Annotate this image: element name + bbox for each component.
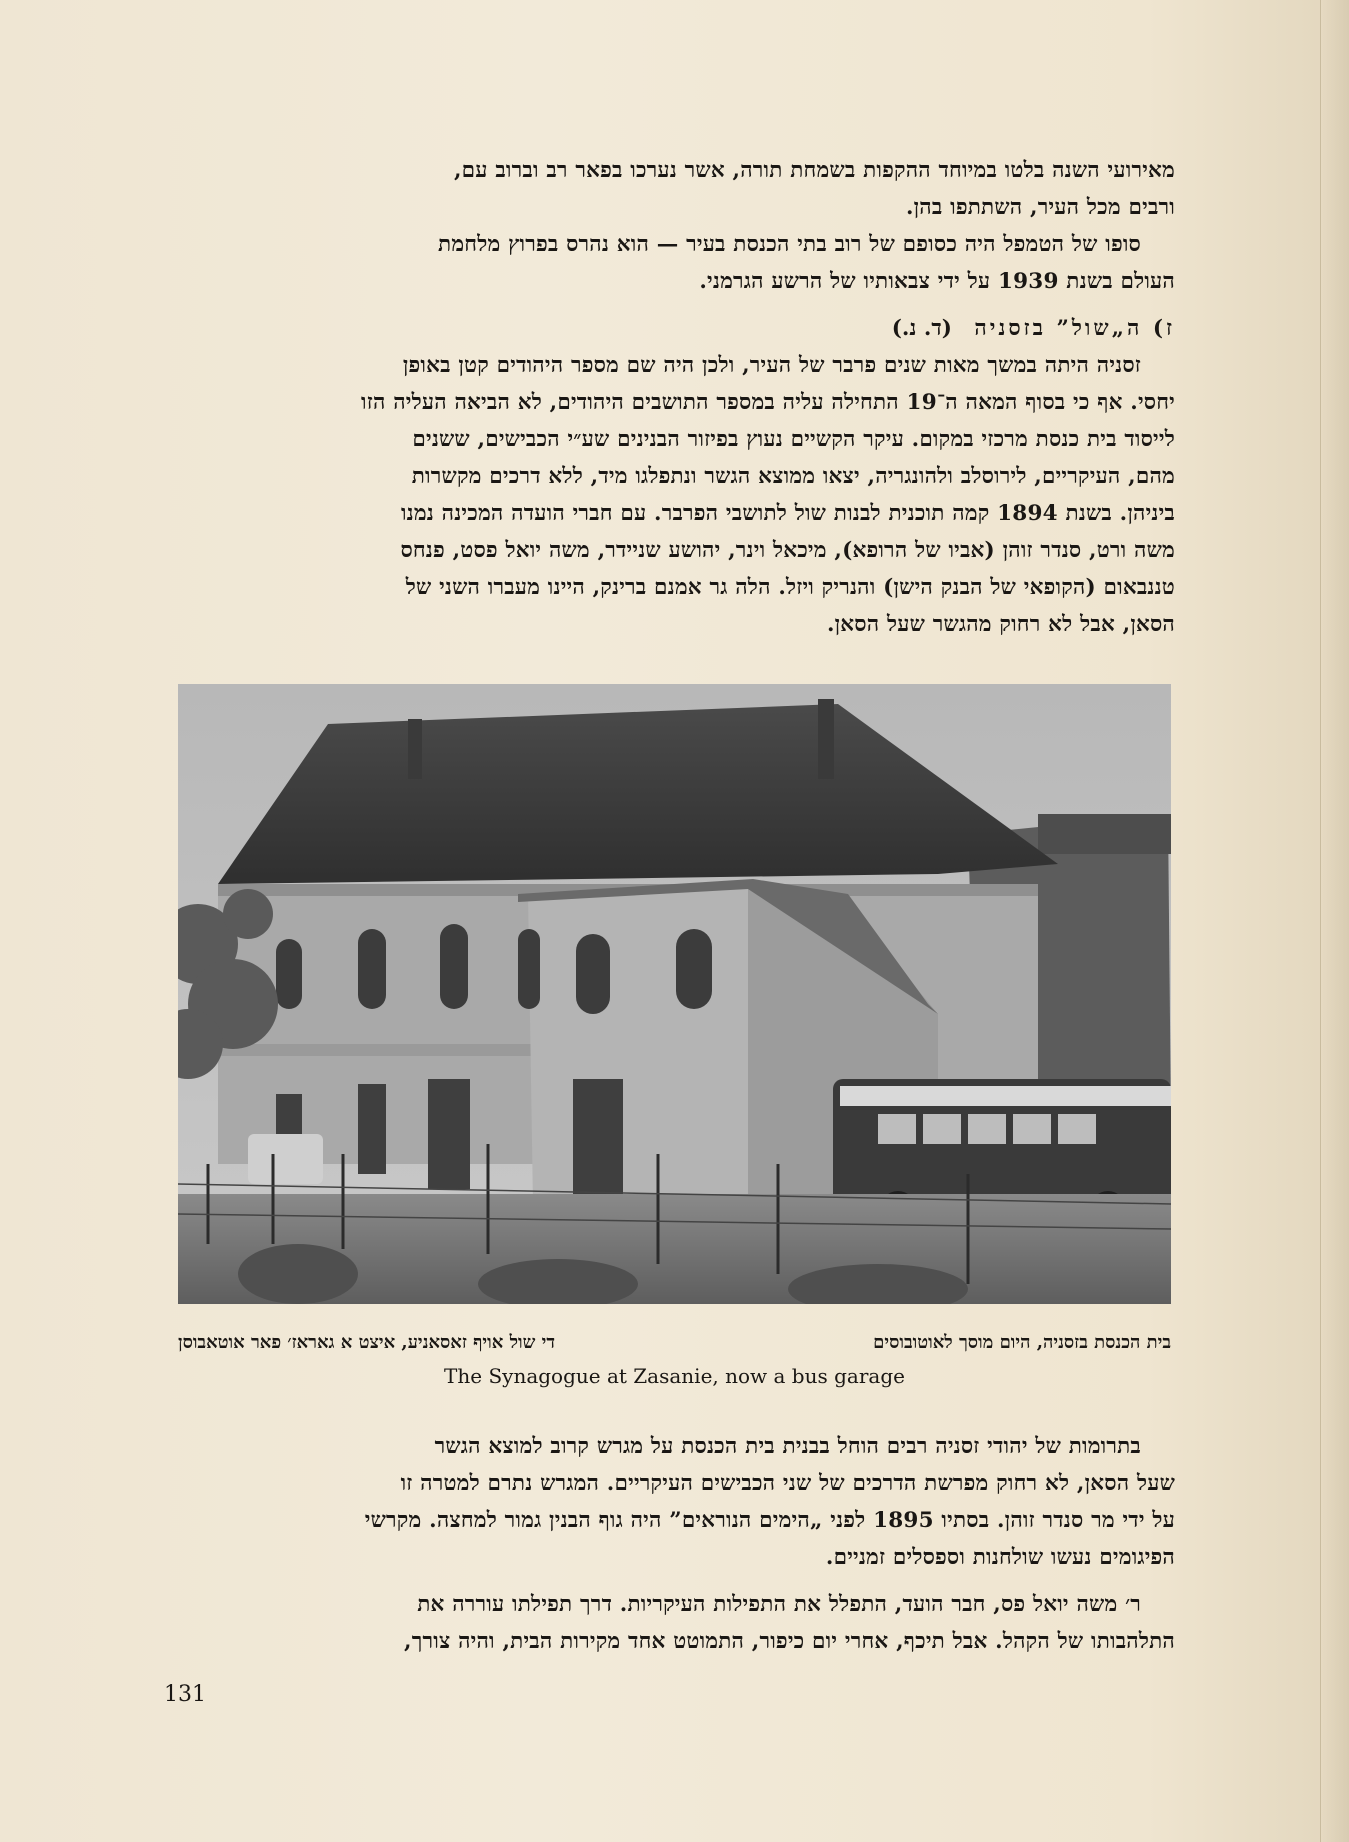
text-line: ביניהן. בשנת 1894 קמה תוכנית לבנות שול לתושבי הפרבר. עם חברי הועדה המכינה נמנו xyxy=(400,501,1175,526)
paragraph xyxy=(176,152,1175,226)
page-edge xyxy=(1320,0,1349,1842)
text-line: זסניה היתה במשך מאות שנים פרבר של העיר, ולכן היה שם מספר היהודים קטן באופן xyxy=(402,353,1141,378)
body-text-bottom xyxy=(176,1428,1175,1660)
caption-english: The Synagogue at Zasanie, now a bus garage xyxy=(444,1364,905,1388)
text-line: העולם בשנת 1939 על ידי צבאותיו של הרשע הגרמני. xyxy=(699,269,1175,294)
photo-caption-row xyxy=(178,1332,1171,1360)
text-line: טננבאום (הקופאי של הבנק הישן) והנריק ויזל. הלה גר אמנם ברינק, היינו מעברו השני של xyxy=(405,575,1175,600)
text-line: לייסוד בית כנסת מרכזי במקום. עיקר הקשיים נעוץ בפיזור הבנינים שע״י הכבישים, ששנים xyxy=(412,427,1175,452)
synagogue-photo xyxy=(178,684,1171,1304)
text-line: מאירועי השנה בלטו במיוחד ההקפות בשמחת תורה, אשר נערכו בפאר רב וברוב עם, xyxy=(454,158,1175,183)
caption-hebrew: בית הכנסת בזסניה, היום מוסך לאוטובוסים xyxy=(873,1332,1171,1353)
text-line: מהם, העיקריים, לירוסלב ולהונגריה, יצאו ממוצא הגשר ונתפלגו מיד, ללא דרכים מקשרות xyxy=(411,464,1175,489)
author-initials: (ד. נ.) xyxy=(891,316,952,341)
text-line: על ידי מר סנדר זוהן. בסתיו 1895 לפני „הימים הנוראים” היה גוף הבנין גמור למחצה. מקרשי xyxy=(364,1508,1175,1533)
text-line: שעל הסאן, לא רחוק מפרשת הדרכים של שני הכבישים העיקריים. המגרש נתרם למטרה זו xyxy=(400,1471,1175,1496)
paragraph xyxy=(176,347,1175,643)
text-line: סופו של הטמפל היה כסופם של רוב בתי הכנסת בעיר — הוא נהרס בפרוץ מלחמת xyxy=(438,232,1141,257)
text-line: יחסי. אף כי בסוף המאה ה־19 התחילה עליה במספר התושבים היהודים, לא הביאה העליה הזו xyxy=(361,390,1175,415)
section-heading xyxy=(176,310,1175,347)
text-line: ר׳ משה יואל פס, חבר הועד, התפלל את התפילות העיקריות. דרך תפילתו עוררה את xyxy=(417,1592,1141,1617)
text-line: בתרומות של יהודי זסניה רבים הוחל בבנית בית הכנסת על מגרש קרוב למוצא הגשר xyxy=(434,1434,1141,1459)
caption-yiddish: די שול אויף זאסאניע, איצט א גאראז׳ פאר אוטאבוסן xyxy=(178,1332,555,1353)
text-line: ורבים מכל העיר, השתתפו בהן. xyxy=(905,195,1175,220)
text-line: משה ורט, סנדר זוהן (אביו של הרופא), מיכאל וינר, יהושע שניידר, משה יואל פסט, פנחס xyxy=(400,538,1175,563)
section-title: ז) ה„שול” בזסניה xyxy=(974,316,1175,341)
page-number: 131 xyxy=(164,1682,206,1707)
text-line: הסאן, אבל לא רחוק מהגשר שעל הסאן. xyxy=(826,612,1175,637)
text-line: הפיגומים נעשו שולחנות וספסלים זמניים. xyxy=(825,1545,1175,1570)
paragraph xyxy=(176,1428,1175,1576)
paragraph xyxy=(176,1586,1175,1660)
body-text-top xyxy=(176,152,1175,643)
text-line: התלהבותו של הקהל. אבל תיכף, אחרי יום כיפור, התמוטט אחד מקירות הבית, והיה צורך, xyxy=(404,1629,1175,1654)
photo-illustration xyxy=(178,684,1171,1304)
paragraph xyxy=(176,226,1175,300)
